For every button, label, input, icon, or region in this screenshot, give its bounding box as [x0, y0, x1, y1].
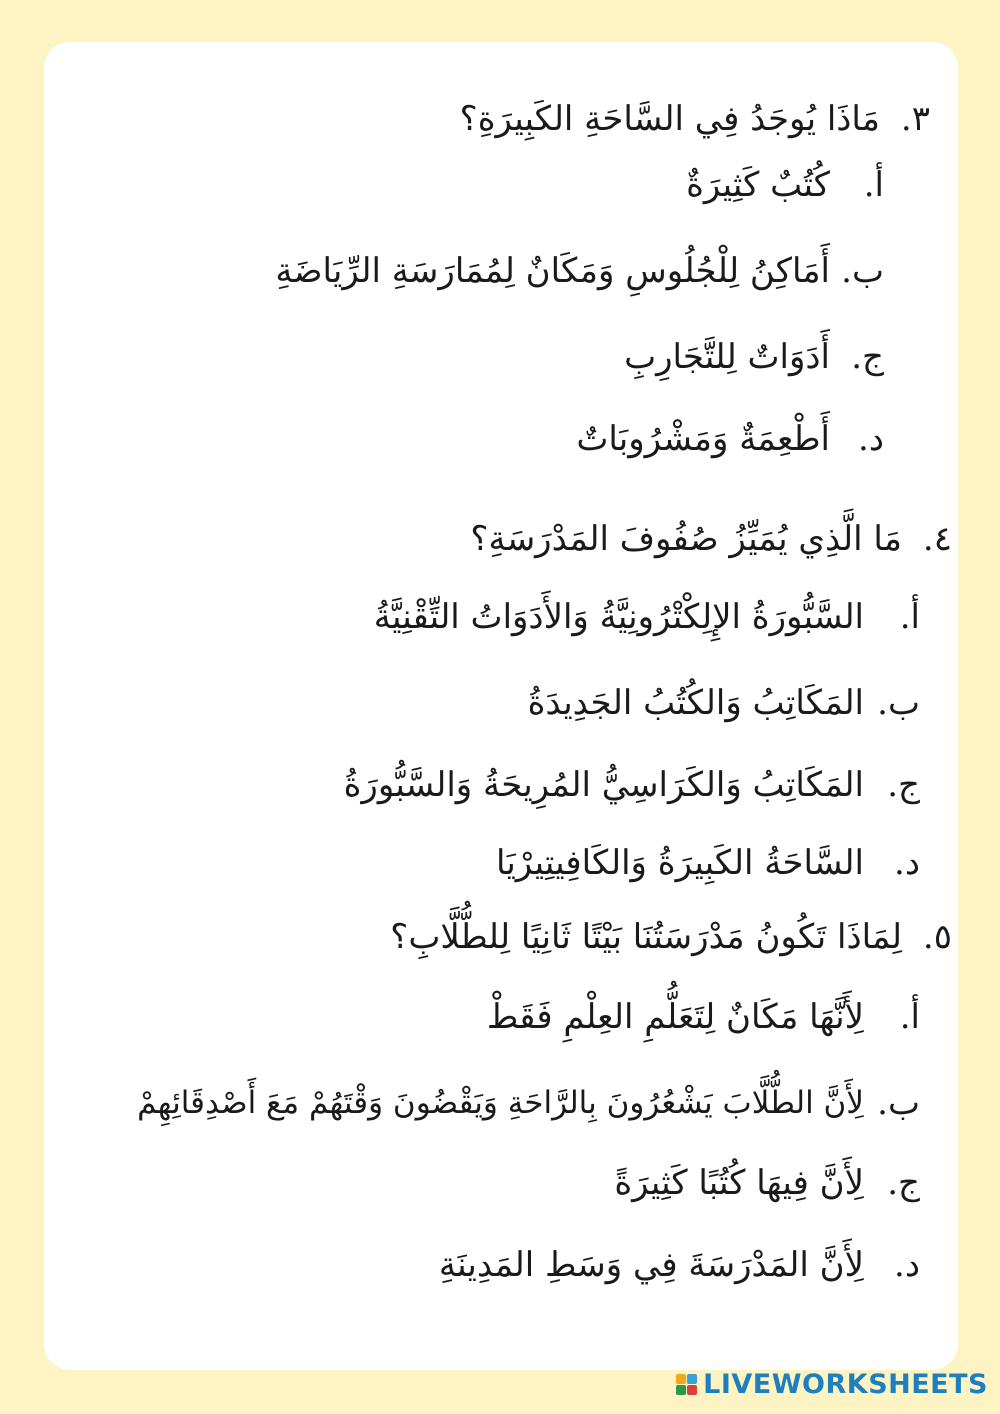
answer-option[interactable]: كُتُبٌ كَثِيرَةٌ	[686, 165, 830, 205]
logo-icon	[676, 1374, 697, 1395]
option-letter: د.	[894, 843, 920, 883]
option-letter: ب.	[877, 683, 920, 723]
liveworksheets-logo[interactable]	[676, 1364, 988, 1404]
option-letter: أ.	[899, 997, 920, 1037]
option-letter: ب.	[877, 1083, 920, 1123]
answer-option[interactable]: لِأَنَّ الطُّلَّابَ يَشْعُرُونَ بِالرَّاحَةِ وَيَقْضُونَ وَقْتَهُمْ مَعَ أَصْدِقَائِهِمْ	[137, 1085, 864, 1121]
answer-option[interactable]: المَكَاتِبُ وَالكُتُبُ الجَدِيدَةُ	[527, 683, 864, 723]
answer-option[interactable]: لِأَنَّ المَدْرَسَةَ فِي وَسَطِ المَدِينَةِ	[438, 1245, 864, 1285]
question-text: مَاذَا يُوجَدُ فِي السَّاحَةِ الكَبِيرَةِ؟	[459, 99, 880, 139]
logo-text: LIVEWORKSHEETS	[703, 1368, 988, 1400]
question-number: ٥.	[922, 917, 952, 957]
question-number: ٣.	[900, 99, 930, 139]
option-letter: ب.	[841, 251, 884, 291]
question-text: مَا الَّذِي يُمَيِّزُ صُفُوفَ المَدْرَسَةِ؟	[470, 519, 902, 559]
option-letter: أ.	[863, 165, 884, 205]
option-letter: أ.	[899, 597, 920, 637]
worksheet-card	[44, 42, 958, 1370]
answer-option[interactable]: أَطْعِمَةٌ وَمَشْرُوبَاتٌ	[576, 419, 830, 459]
answer-option[interactable]: السَّاحَةُ الكَبِيرَةُ وَالكَافِيتِيرْيَا	[495, 843, 864, 883]
question-number: ٤.	[922, 519, 952, 559]
option-letter: ج.	[887, 765, 920, 805]
answer-option[interactable]: أَمَاكِنُ لِلْجُلُوسِ وَمَكَانٌ لِمُمَارَسَةِ الرِّيَاضَةِ	[275, 251, 830, 291]
question-text: لِمَاذَا تَكُونُ مَدْرَسَتُنَا بَيْتًا ثَانِيًا لِلطُّلَّابِ؟	[390, 917, 902, 957]
option-letter: ج.	[887, 1163, 920, 1203]
option-letter: ج.	[851, 337, 884, 377]
option-letter: د.	[858, 419, 884, 459]
answer-option[interactable]: المَكَاتِبُ وَالكَرَاسِيُّ المُرِيحَةُ وَالسَّبُّورَةُ	[343, 765, 864, 805]
answer-option[interactable]: لِأَنَّ فِيهَا كُتُبًا كَثِيرَةً	[614, 1163, 864, 1203]
answer-option[interactable]: أَدَوَاتٌ لِلتَّجَارِبِ	[624, 337, 830, 377]
option-letter: د.	[894, 1245, 920, 1285]
answer-option[interactable]: السَّبُّورَةُ الإِلِكْتْرُونِيَّةُ وَالأَدَوَاتُ التِّقْنِيَّةُ	[373, 597, 864, 637]
answer-option[interactable]: لِأَنَّهَا مَكَانٌ لِتَعَلُّمِ العِلْمِ فَقَطْ	[486, 997, 864, 1037]
